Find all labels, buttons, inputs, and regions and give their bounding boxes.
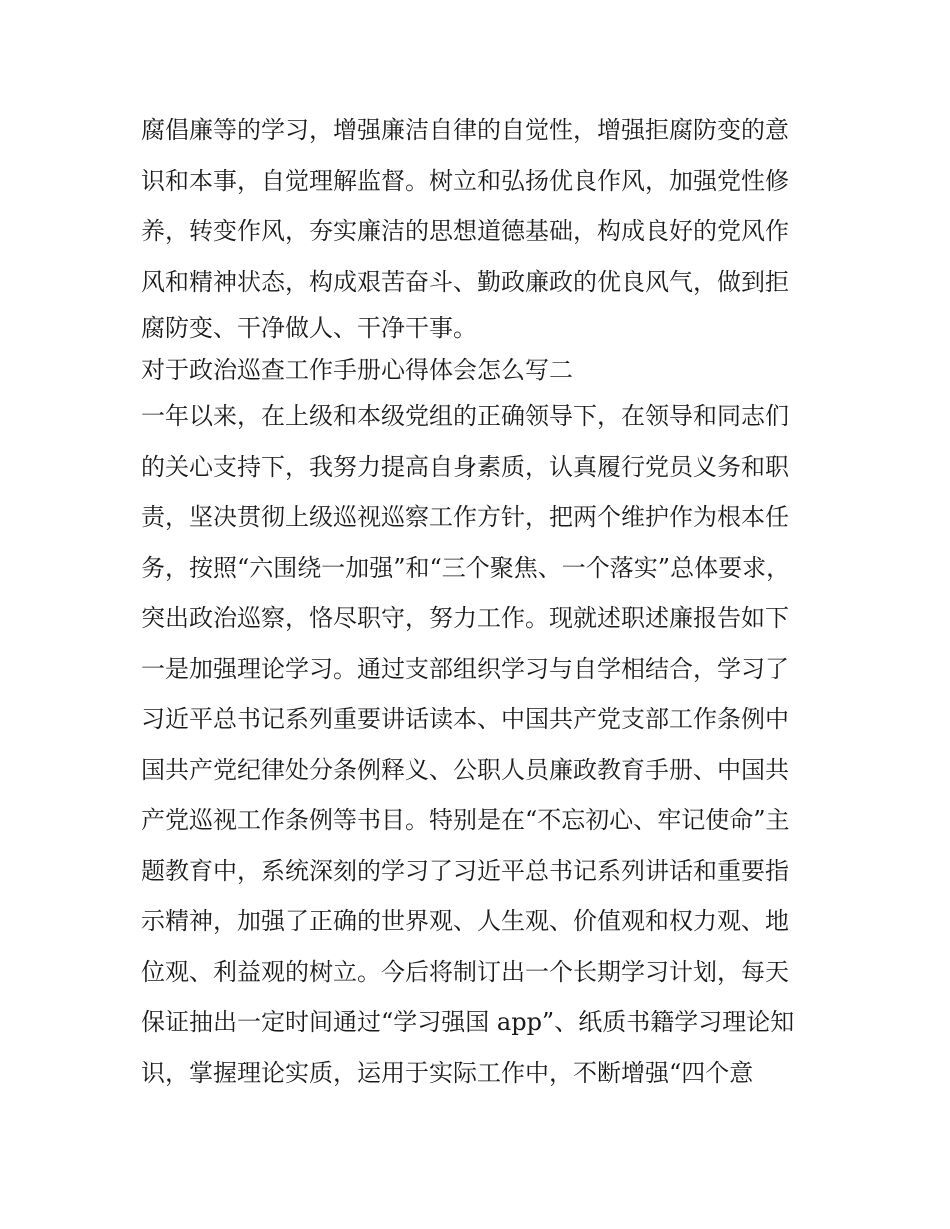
text-line: 一是加强理论学习。通过支部组织学习与自学相结合，学习了 (141, 654, 789, 683)
text-line: 的关心支持下，我努力提高自身素质，认真履行党员义务和职 (141, 452, 789, 481)
text-line: 国共产党纪律处分条例释义、公职人员廉政教育手册、中国共 (141, 755, 789, 784)
text-line: 一年以来，在上级和本级党组的正确领导下，在领导和同志们 (141, 402, 789, 430)
text-line: 养，转变作风，夯实廉洁的思想道德基础，构成良好的党风作 (141, 217, 789, 245)
text-line: 保证抽出一定时间通过“学习强国 app”、纸质书籍学习理论知 (141, 1008, 795, 1036)
text-line: 识，掌握理论实质，运用于实际工作中，不断增强“四个意 (141, 1058, 754, 1087)
text-line: 风和精神状态，构成艰苦奋斗、勤政廉政的优良风气，做到拒 (141, 267, 789, 296)
text-line: 题教育中，系统深刻的学习了习近平总书记系列讲话和重要指 (141, 856, 789, 885)
text-line: 示精神，加强了正确的世界观、人生观、价值观和权力观、地 (141, 907, 789, 935)
text-line: 突出政治巡察，恪尽职守，努力工作。现就述职述廉报告如下 (141, 604, 789, 632)
text-line: 腐倡廉等的学习，增强廉洁自律的自觉性，增强拒腐防变的意 (141, 116, 789, 144)
text-line: 责，坚决贯彻上级巡视巡察工作方针，把两个维护作为根本任 (141, 503, 789, 531)
document-body (141, 105, 831, 1098)
text-line: 识和本事，自觉理解监督。树立和弘扬优良作风，加强党性修 (141, 166, 789, 195)
section-heading: 对于政治巡查工作手册心得体会怎么写二 (141, 356, 573, 384)
text-line: 习近平总书记系列重要讲话读本、中国共产党支部工作条例中 (141, 705, 789, 733)
text-line: 产党巡视工作条例等书目。特别是在“不忘初心、牢记使命”主 (141, 806, 790, 834)
text-line: 务，按照“六围绕一加强”和“三个聚焦、一个落实”总体要求， (141, 553, 791, 582)
text-line: 位观、利益观的树立。今后将制订出一个长期学习计划，每天 (141, 957, 789, 986)
text-line: 腐防变、干净做人、干净干事。 (141, 314, 477, 342)
